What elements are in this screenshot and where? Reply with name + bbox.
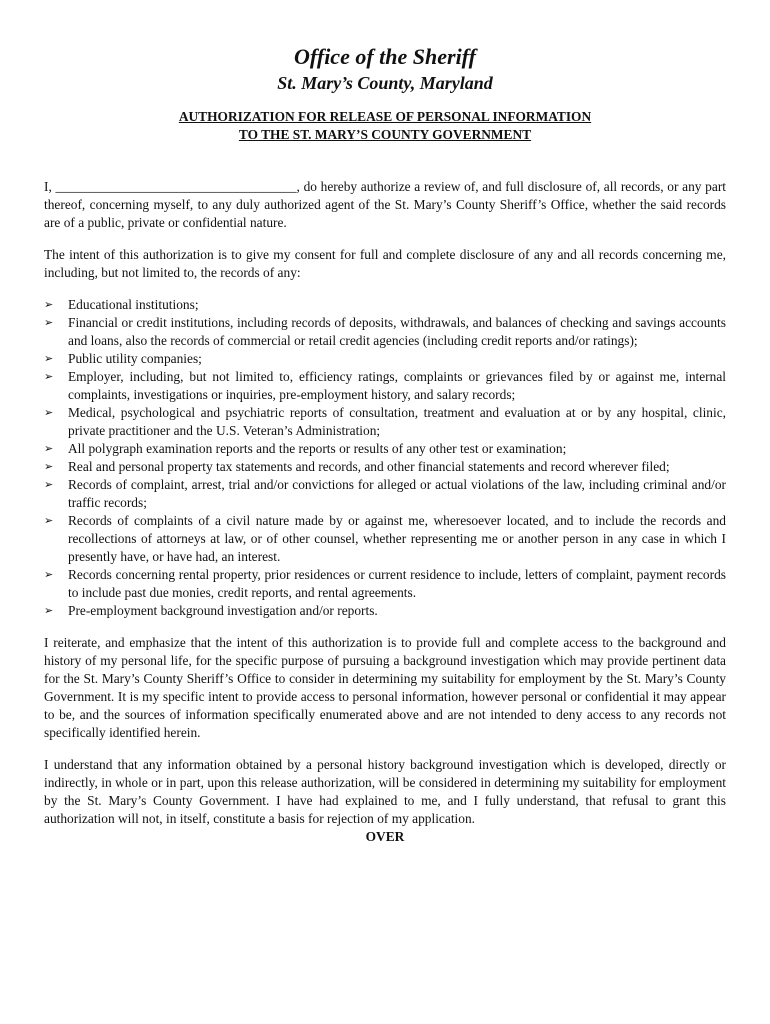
list-item-text: Real and personal property tax statements and records, and other financial statements and record wherever filed; [68, 459, 670, 474]
list-item [44, 440, 726, 458]
list-item [44, 566, 726, 602]
arrow-bullet-icon: ➢ [44, 514, 54, 527]
list-item [44, 512, 726, 566]
list-item [44, 314, 726, 350]
arrow-bullet-icon: ➢ [44, 370, 54, 383]
list-item-text: Employer, including, but not limited to, efficiency ratings, complaints or grievances filed by or against me, internal complaints, investigations or inquiries, pre-employment history, and salary records; [68, 369, 726, 402]
form-heading [44, 108, 726, 144]
understanding-paragraph: I understand that any information obtained by a personal history background investigation which is developed, directly or indirectly, in whole or in part, upon this release authorization, will be considered in determining my suitability for employment by the St. Mary’s County Government. I have had explained to me, and I fully understand, that refusal to grant this authorization will not, in itself, constitute a basis for rejection of my application. [44, 757, 726, 826]
list-item [44, 476, 726, 512]
arrow-bullet-icon: ➢ [44, 442, 54, 455]
list-item-text: Records concerning rental property, prior residences or current residence to include, letters of complaint, payment records to include past due monies, credit reports, and rental agreements. [68, 567, 726, 600]
document-page [44, 44, 726, 846]
list-item-text: Pre-employment background investigation and/or reports. [68, 603, 378, 618]
arrow-bullet-icon: ➢ [44, 604, 54, 617]
list-item [44, 296, 726, 314]
arrow-bullet-icon: ➢ [44, 478, 54, 491]
arrow-bullet-icon: ➢ [44, 316, 54, 329]
arrow-bullet-icon: ➢ [44, 298, 54, 311]
list-item-text: All polygraph examination reports and the reports or results of any other test or examination; [68, 441, 567, 456]
records-list [44, 296, 726, 620]
intent-paragraph: The intent of this authorization is to give my consent for full and complete disclosure of any and all records concerning me, including, but not limited to, the records of any: [44, 247, 726, 280]
list-item [44, 404, 726, 440]
list-item [44, 368, 726, 404]
list-item [44, 458, 726, 476]
list-item [44, 350, 726, 368]
form-heading-line-2: TO THE ST. MARY’S COUNTY GOVERNMENT [238, 127, 532, 142]
list-item-text: Educational institutions; [68, 297, 199, 312]
authorization-paragraph: I, ____________________________________, do hereby authorize a review of, and full disclosure of, all records, or any part thereof, concerning myself, to any duly authorized agent of the St. Mary’s County Sheriff’s Office, whether the said records are of a public, private or confidential nature. [44, 179, 726, 230]
over-label: OVER [365, 829, 405, 844]
list-item-text: Records of complaint, arrest, trial and/or convictions for alleged or actual violations of the law, including criminal and/or traffic records; [68, 477, 726, 510]
reiterate-paragraph: I reiterate, and emphasize that the intent of this authorization is to provide full and complete access to the background and history of my personal life, for the specific purpose of pursuing a background investigation which may provide pertinent data for the St. Mary’s County Sheriff’s Office to consider in determining my suitability for employment by the St. Mary’s County Government. It is my specific intent to provide access to personal information, however personal or confidential it may appear to be, and the sources of information specifically enumerated above and are not intended to deny access to any records not specifically identified herein. [44, 635, 726, 740]
arrow-bullet-icon: ➢ [44, 568, 54, 581]
form-heading-line-1: AUTHORIZATION FOR RELEASE OF PERSONAL INFORMATION [178, 109, 592, 124]
office-title: Office of the Sheriff [294, 44, 476, 69]
county-subtitle: St. Mary’s County, Maryland [277, 73, 493, 93]
list-item-text: Medical, psychological and psychiatric reports of consultation, treatment and evaluation at or by any hospital, clinic, private practitioner and the U.S. Veteran’s Administration; [68, 405, 726, 438]
list-item-text: Records of complaints of a civil nature made by or against me, wheresoever located, and to include the records and recollections of attorneys at law, or of other counsel, whether representing me or another person in any case in which I presently have, or have had, an interest. [68, 513, 726, 564]
arrow-bullet-icon: ➢ [44, 406, 54, 419]
arrow-bullet-icon: ➢ [44, 460, 54, 473]
list-item [44, 602, 726, 620]
list-item-text: Financial or credit institutions, including records of deposits, withdrawals, and balances of checking and savings accounts and loans, also the records of commercial or retail credit agencies (including credit reports and/or ratings); [68, 315, 726, 348]
list-item-text: Public utility companies; [68, 351, 202, 366]
arrow-bullet-icon: ➢ [44, 352, 54, 365]
